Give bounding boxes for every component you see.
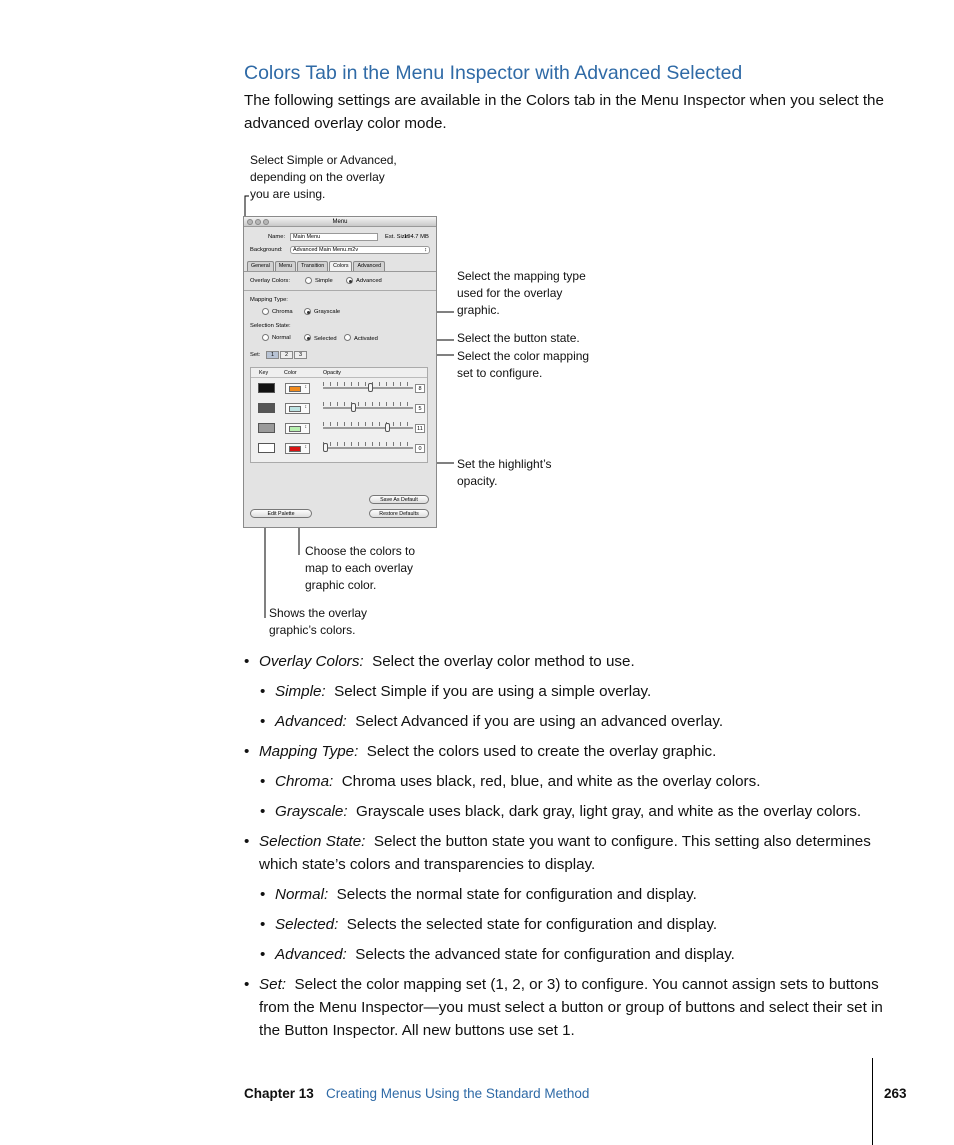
col-key-header: Key <box>259 370 269 376</box>
term: Advanced: <box>275 713 347 730</box>
page-number: 263 <box>884 1086 907 1101</box>
save-as-default-button[interactable]: Save As Default <box>369 495 429 504</box>
edit-palette-button[interactable]: Edit Palette <box>250 509 312 518</box>
mapped-color-swatch <box>289 386 301 392</box>
state-activated-label: Activated <box>354 336 378 342</box>
list-item <box>260 883 894 906</box>
overlay-colors-label: Overlay Colors: <box>250 278 290 284</box>
slider-knob[interactable] <box>351 403 356 412</box>
callout-color-mapping-set: Select the color mapping set to configure. <box>457 349 590 380</box>
description: Grayscale uses black, dark gray, light gray, and white as the overlay colors. <box>356 803 862 820</box>
term: Simple: <box>275 683 326 700</box>
slider-track <box>323 407 413 409</box>
tab-menu[interactable]: Menu <box>275 261 296 271</box>
slider-knob[interactable] <box>368 383 373 392</box>
mapping-grayscale-label: Grayscale <box>314 309 341 315</box>
col-opacity-header: Opacity <box>323 370 341 376</box>
term: Overlay Colors: <box>259 653 364 670</box>
set-1-button[interactable]: 1 <box>266 351 279 359</box>
overlay-advanced-radio[interactable] <box>346 277 353 284</box>
mapping-chroma-label: Chroma <box>272 309 293 315</box>
color-well[interactable] <box>285 443 310 454</box>
callout-button-state: Select the button state. <box>457 331 580 345</box>
overlay-simple-label: Simple <box>315 278 333 284</box>
color-mapping-table <box>250 367 428 463</box>
zoom-window-icon[interactable] <box>263 219 269 225</box>
color-well[interactable] <box>285 423 310 434</box>
term: Grayscale: <box>275 803 348 820</box>
mapping-grayscale-radio[interactable] <box>304 308 311 315</box>
section-heading: Colors Tab in the Menu Inspector with Advanced Selected <box>244 62 743 84</box>
color-well[interactable] <box>285 383 310 394</box>
tabs-divider <box>244 271 436 272</box>
slider-ticks <box>323 442 413 446</box>
description: Select the colors used to create the overlay graphic. <box>366 743 717 760</box>
opacity-value[interactable]: 0 <box>415 444 425 453</box>
key-color-swatch <box>258 423 275 433</box>
est-size-label: Est. Size: <box>385 234 410 240</box>
description: Select the color mapping set (1, 2, or 3) to configure. You cannot assign sets to buttons from the Menu Inspector—you must select a button or group of buttons and select their set in the Button Inspector. All new buttons use set 1. <box>259 976 883 1039</box>
opacity-slider[interactable] <box>323 382 413 391</box>
table-header-divider <box>251 377 427 378</box>
callout-opacity: Set the highlight’s opacity. <box>457 457 552 488</box>
color-well[interactable] <box>285 403 310 414</box>
mapping-type-label: Mapping Type: <box>250 297 288 303</box>
term: Normal: <box>275 886 329 903</box>
inspector-tabs <box>247 261 386 271</box>
description: Select the overlay color method to use. <box>372 653 635 670</box>
slider-ticks <box>323 402 413 406</box>
description: Select the button state you want to configure. This setting also determines which state’s colors and transparencies to display. <box>259 833 871 873</box>
list-item <box>260 710 894 733</box>
mapped-color-swatch <box>289 426 301 432</box>
table-row <box>251 420 427 438</box>
mapped-color-swatch <box>289 406 301 412</box>
list-item <box>260 770 894 793</box>
description: Selects the advanced state for configuration and display. <box>355 946 735 963</box>
opacity-value[interactable]: 5 <box>415 404 425 413</box>
description: Chroma uses black, red, blue, and white as the overlay colors. <box>341 773 761 790</box>
list-item <box>260 800 894 823</box>
key-color-swatch <box>258 383 275 393</box>
state-normal-radio[interactable] <box>262 334 269 341</box>
footer-chapter: Chapter 13 <box>244 1086 314 1101</box>
footer-chapter-title[interactable]: Creating Menus Using the Standard Method <box>326 1086 590 1101</box>
term: Chroma: <box>275 773 334 790</box>
mapped-color-swatch <box>289 446 301 452</box>
list-item <box>244 973 894 1042</box>
stepper-arrows-icon: ↕ <box>304 404 307 410</box>
state-activated-radio[interactable] <box>344 334 351 341</box>
stepper-arrows-icon: ↕ <box>304 384 307 390</box>
slider-track <box>323 447 413 449</box>
window-titlebar <box>244 217 436 227</box>
term: Set: <box>259 976 287 993</box>
menu-inspector-window <box>243 216 437 528</box>
description: Select Advanced if you are using an advanced overlay. <box>355 713 724 730</box>
opacity-slider[interactable] <box>323 442 413 451</box>
opacity-value[interactable]: 8 <box>415 384 425 393</box>
background-popup[interactable] <box>290 246 430 254</box>
list-item <box>244 650 894 673</box>
state-selected-radio[interactable] <box>304 334 311 341</box>
key-color-swatch <box>258 443 275 453</box>
tab-transition[interactable]: Transition <box>297 261 328 271</box>
slider-knob[interactable] <box>323 443 328 452</box>
term: Selected: <box>275 916 339 933</box>
list-item <box>244 830 894 876</box>
col-color-header: Color <box>284 370 297 376</box>
key-color-swatch <box>258 403 275 413</box>
window-title: Menu <box>332 219 348 225</box>
callout-mapping-type: Select the mapping type used for the overlay graphic. <box>457 269 586 317</box>
callout-select-simple: Select Simple or Advanced, depending on the overlay you are using. <box>250 153 397 201</box>
est-size-value: 194.7 MB <box>404 234 429 240</box>
overlay-simple-radio[interactable] <box>305 277 312 284</box>
close-window-icon[interactable] <box>247 219 253 225</box>
popup-arrows-icon: ↕ <box>424 247 427 253</box>
term: Selection State: <box>259 833 366 850</box>
term: Advanced: <box>275 946 347 963</box>
opacity-slider[interactable] <box>323 422 413 431</box>
tab-colors[interactable]: Colors <box>329 261 352 271</box>
callout-choose-colors: Choose the colors to map to each overlay graphic color. <box>305 544 416 592</box>
slider-ticks <box>323 422 413 426</box>
list-item <box>244 740 894 763</box>
overlay-advanced-label: Advanced <box>356 278 382 284</box>
settings-list <box>244 650 894 1049</box>
term: Mapping Type: <box>259 743 359 760</box>
restore-defaults-button[interactable]: Restore Defaults <box>369 509 429 518</box>
list-item <box>260 913 894 936</box>
list-item <box>260 943 894 966</box>
background-value: Advanced Main Menu.m2v <box>293 247 359 253</box>
table-row <box>251 380 427 398</box>
footer-divider <box>872 1058 873 1145</box>
description: Selects the normal state for configuration and display. <box>336 886 697 903</box>
description: Select Simple if you are using a simple overlay. <box>334 683 652 700</box>
set-3-button[interactable]: 3 <box>294 351 307 359</box>
intro-paragraph: The following settings are available in the Colors tab in the Menu Inspector when you select the advanced overlay color mode. <box>244 92 884 132</box>
name-label: Name: <box>268 234 286 240</box>
slider-track <box>323 427 413 429</box>
table-row <box>251 440 427 458</box>
stepper-arrows-icon: ↕ <box>304 424 307 430</box>
list-item <box>260 680 894 703</box>
description: Selects the selected state for configuration and display. <box>346 916 718 933</box>
tab-advanced[interactable]: Advanced <box>353 261 385 271</box>
callout-shows-colors: Shows the overlay graphic’s colors. <box>269 606 368 637</box>
slider-knob[interactable] <box>385 423 390 432</box>
tab-general[interactable]: General <box>247 261 274 271</box>
minimize-window-icon[interactable] <box>255 219 261 225</box>
state-selected-label: Selected <box>314 336 337 342</box>
opacity-slider[interactable] <box>323 402 413 411</box>
opacity-value[interactable]: 11 <box>415 424 425 433</box>
set-2-button[interactable]: 2 <box>280 351 293 359</box>
background-label: Background: <box>250 247 283 253</box>
name-field[interactable]: Main Menu <box>290 233 378 241</box>
table-row <box>251 400 427 418</box>
stepper-arrows-icon: ↕ <box>304 444 307 450</box>
mapping-chroma-radio[interactable] <box>262 308 269 315</box>
set-label: Set: <box>250 352 261 358</box>
selection-state-label: Selection State: <box>250 323 291 329</box>
section-divider <box>244 290 436 291</box>
state-normal-label: Normal <box>272 335 291 341</box>
